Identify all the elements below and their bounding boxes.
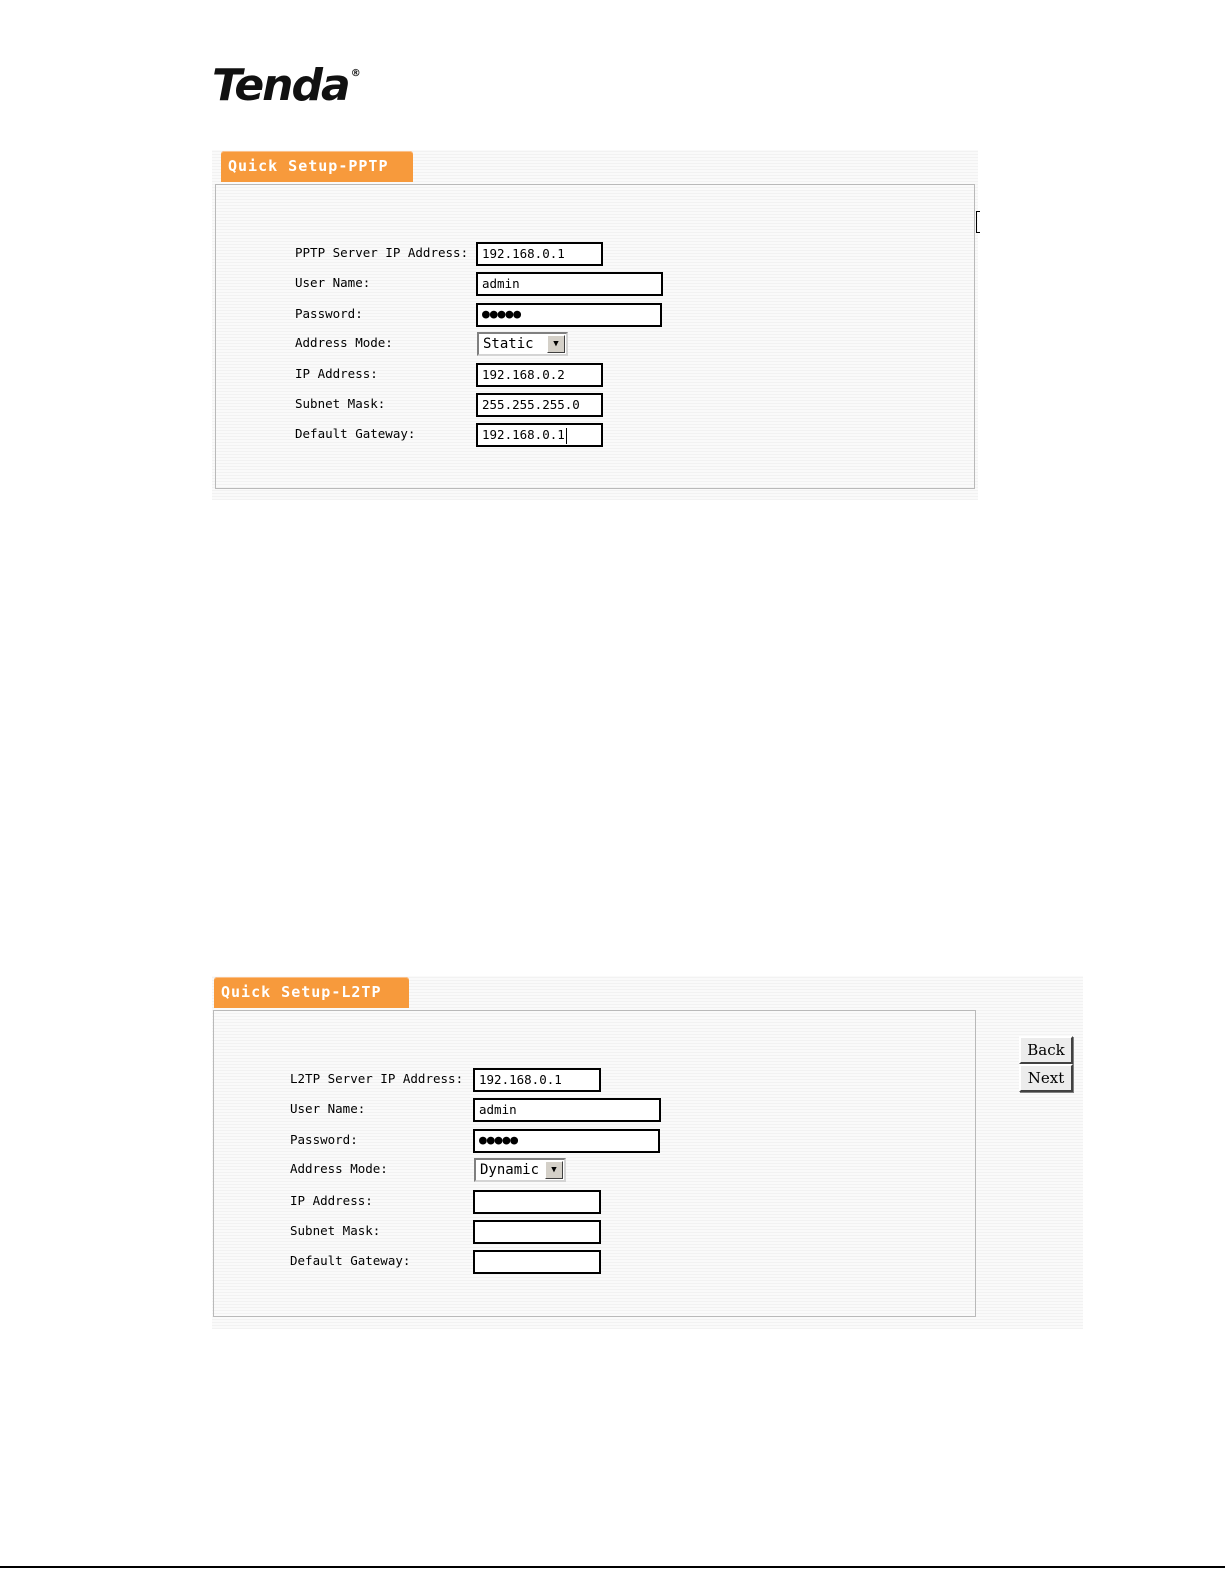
bracket-marker — [976, 211, 980, 233]
l2tp-gateway-label: Default Gateway: — [290, 1253, 411, 1268]
pptp-username-input[interactable]: admin — [476, 272, 663, 296]
l2tp-username-label: User Name: — [290, 1101, 366, 1116]
pptp-subnet-label: Subnet Mask: — [295, 396, 386, 411]
l2tp-username-input[interactable]: admin — [473, 1098, 661, 1122]
l2tp-subnet-input[interactable] — [473, 1220, 601, 1244]
next-button[interactable]: Next — [1019, 1064, 1073, 1092]
pptp-address-mode-label: Address Mode: — [295, 335, 393, 350]
l2tp-address-mode-value: Dynamic — [480, 1162, 540, 1178]
l2tp-subnet-label: Subnet Mask: — [290, 1223, 381, 1238]
pptp-server-ip-label: PPTP Server IP Address: — [295, 245, 469, 260]
l2tp-setup-screenshot — [212, 976, 1083, 1329]
l2tp-ip-input[interactable] — [473, 1190, 601, 1214]
l2tp-password-input[interactable]: ●●●●● — [473, 1129, 660, 1153]
pptp-address-mode-select[interactable] — [477, 332, 568, 356]
pptp-ip-input[interactable]: 192.168.0.2 — [476, 363, 603, 387]
l2tp-ip-label: IP Address: — [290, 1193, 373, 1208]
chevron-down-icon[interactable]: ▼ — [547, 335, 565, 353]
back-button[interactable]: Back — [1019, 1036, 1073, 1064]
tab-quick-setup-pptp[interactable]: Quick Setup-PPTP — [221, 151, 413, 182]
l2tp-password-label: Password: — [290, 1132, 358, 1147]
page-bottom-rule — [0, 1566, 1225, 1568]
pptp-gateway-label: Default Gateway: — [295, 426, 416, 441]
pptp-setup-screenshot — [212, 150, 978, 500]
text-caret — [566, 428, 567, 444]
chevron-down-icon[interactable]: ▼ — [545, 1161, 563, 1179]
pptp-username-label: User Name: — [295, 275, 371, 290]
pptp-password-input[interactable]: ●●●●● — [476, 303, 662, 327]
l2tp-server-ip-input[interactable]: 192.168.0.1 — [473, 1068, 601, 1092]
l2tp-address-mode-select[interactable] — [474, 1158, 566, 1182]
tab-quick-setup-l2tp[interactable]: Quick Setup-L2TP — [214, 977, 409, 1008]
l2tp-server-ip-label: L2TP Server IP Address: — [290, 1071, 464, 1086]
l2tp-gateway-input[interactable] — [473, 1250, 601, 1274]
tenda-logo: Tenda ® — [212, 60, 359, 111]
pptp-ip-label: IP Address: — [295, 366, 378, 381]
pptp-address-mode-value: Static — [483, 336, 534, 352]
pptp-server-ip-input[interactable]: 192.168.0.1 — [476, 242, 603, 266]
pptp-gateway-input[interactable]: 192.168.0.1 — [476, 423, 603, 447]
pptp-subnet-input[interactable]: 255.255.255.0 — [476, 393, 603, 417]
pptp-password-label: Password: — [295, 306, 363, 321]
l2tp-address-mode-label: Address Mode: — [290, 1161, 388, 1176]
